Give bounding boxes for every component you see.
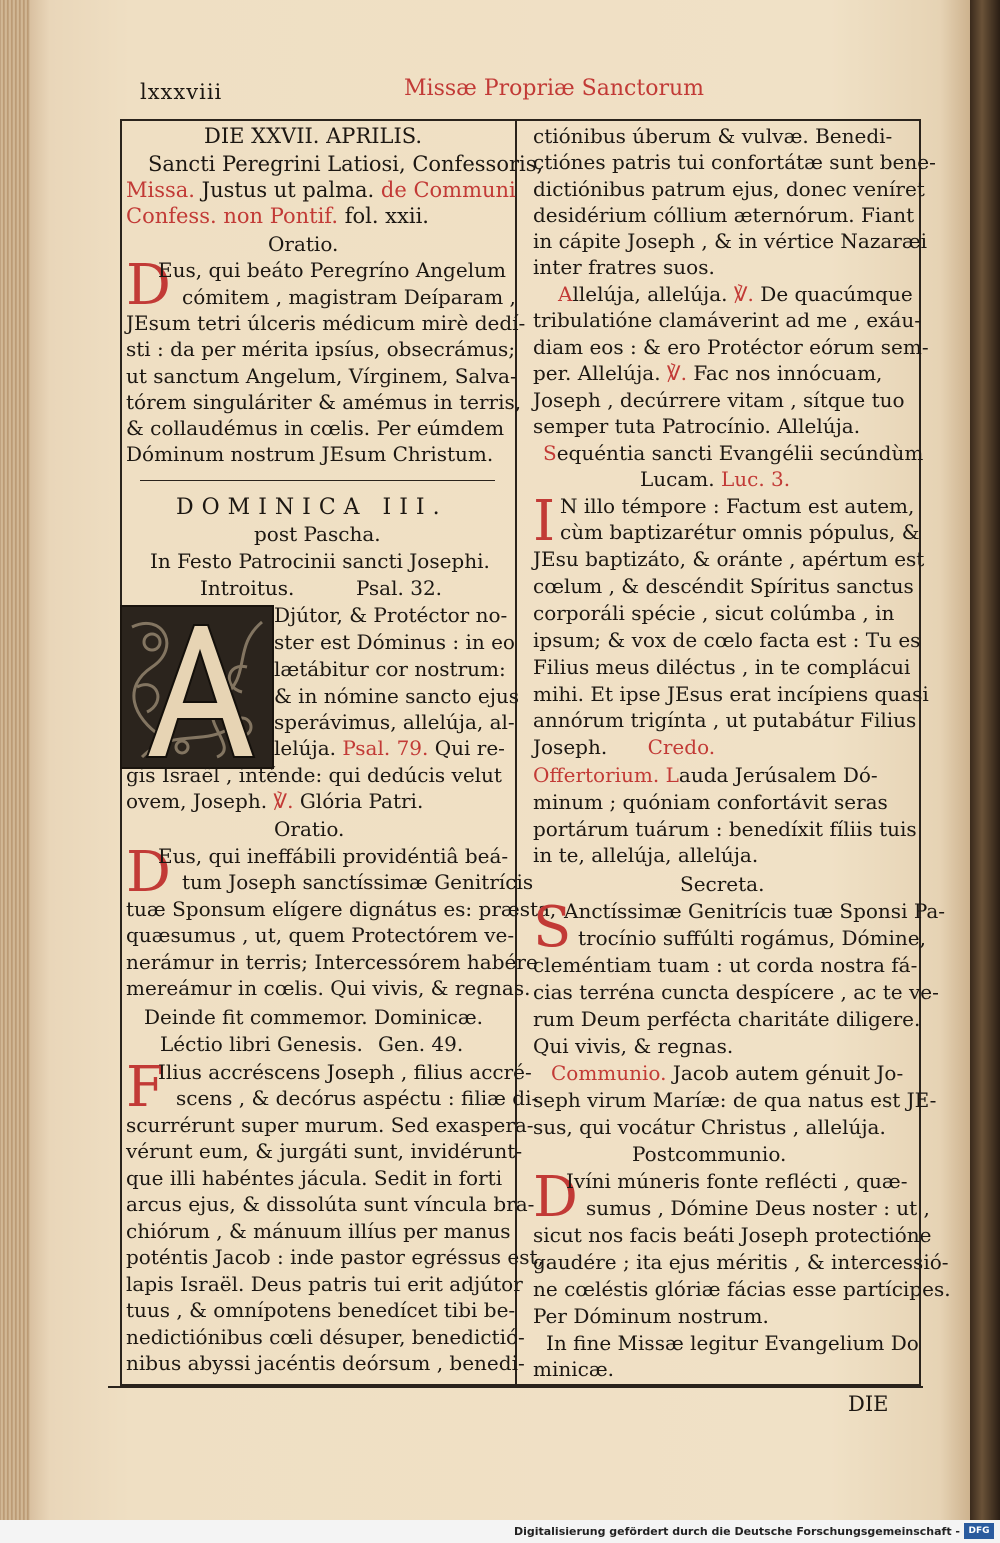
lectio-cont-line: ctiónes patris tui confortátæ sunt bene- [533, 150, 936, 174]
offertorium-initial: L [665, 763, 679, 787]
oratio2-line: tuæ Sponsum elígere dignátus es: præsta, [126, 897, 557, 921]
final-rubric-line: minicæ. [533, 1357, 614, 1381]
introitus-line: ster est Dóminus : in eo [274, 630, 515, 654]
lectio-line: poténtis Jacob : inde pastor egréssus est, [126, 1245, 544, 1269]
alleluia-line: semper tuta Patrocínio. Allelúja. [533, 414, 861, 438]
introitus-label: Introitus. [200, 576, 295, 600]
missa-label: Missa. [126, 178, 195, 202]
section-divider [140, 480, 495, 481]
ovem-text: ovem, Joseph. [126, 789, 268, 813]
lectio-line: tuus , & omnípotens benedícet tibi be- [126, 1298, 516, 1322]
oratio-heading-2: Oratio. [274, 817, 345, 841]
gloria-text: Glória Patri. [293, 789, 424, 813]
sunday-heading: DOMINICA III. [176, 495, 448, 520]
feast-patrocinii: In Festo Patrocinii sancti Josephi. [150, 549, 490, 573]
oratio1-line: Dóminum nostrum JEsum Christum. [126, 442, 494, 466]
lectio-line: nibus abyssi jacéntis deórsum , benedi- [126, 1351, 525, 1375]
lectio-cont-line: desidérium cóllium æternórum. Fiant [533, 203, 915, 227]
alleluia-line: diam eos : & ero Protéctor eórum sem- [533, 335, 929, 359]
gospel-line: mihi. Et ipse JEsus erat incípiens quasi [533, 682, 929, 706]
quacumque-text: De quacúmque [760, 282, 913, 306]
psalm-ref: Psal. 79. [342, 736, 429, 760]
feast-line-2 [126, 178, 516, 203]
lectio-line: scurrérunt super murum. Sed exaspera- [126, 1113, 534, 1137]
feast-line-3 [126, 204, 429, 229]
versicle-symbol: ℣. [273, 789, 294, 813]
lectio-line: arcus ejus, & dissolúta sunt víncula bra- [126, 1192, 535, 1216]
page-stack-edge [0, 0, 30, 1543]
running-title: Missæ Propriæ Sanctorum [404, 76, 704, 101]
lectio-cont-line: inter fratres suos. [533, 255, 715, 279]
secreta-line: cleméntiam tuam : ut corda nostra fá- [533, 953, 918, 977]
alleluia-initial: A [558, 282, 573, 306]
secreta-line: Qui vivis, & regnas. [533, 1034, 734, 1058]
lectio-line: chiórum , & mánuum illíus per manus [126, 1219, 511, 1243]
oratio2-line: Eus, qui ineffábili providéntiâ beá- [158, 844, 509, 868]
introitus-line: lætábitur cor nostrum: [274, 657, 506, 681]
ornamental-initial-svg [122, 607, 272, 767]
lectio-line: lapis Israël. Deus patris tui erit adjútor [126, 1272, 523, 1296]
communio-label: Communio. [551, 1061, 667, 1085]
alleluia-line: tribulatióne clamáverint ad me , exáu- [533, 308, 921, 332]
dropcap-d-1: D [126, 253, 171, 318]
postcommunio-line: Ivíni múneris fonte reflécti , quæ- [566, 1169, 908, 1193]
postcommunio-line: Per Dóminum nostrum. [533, 1304, 769, 1328]
oratio1-line: cómitem , magistram Deíparam , [182, 285, 516, 309]
postcommunio-line: sumus , Dómine Deus noster : ut , [586, 1196, 930, 1220]
binding-edge [970, 0, 1000, 1520]
oratio2-line: nerámur in terris; Intercessórem habére [126, 950, 538, 974]
gospel-line: annórum trigínta , ut putabátur Filius [533, 708, 917, 732]
final-rubric-line: In fine Missæ legitur Evangelium Do [546, 1331, 919, 1355]
joseph-text: Joseph. [533, 735, 608, 759]
oratio1-line: Eus, qui beáto Peregríno Angelum [158, 258, 506, 282]
dfg-logo: DFG [964, 1523, 994, 1539]
postcommunio-line: sicut nos facis beáti Joseph protectióne [533, 1223, 932, 1247]
sequentia-line-2 [640, 467, 790, 492]
dropcap-d-3: D [533, 1165, 578, 1230]
communio-line-1 [551, 1061, 903, 1086]
catchword: DIE [848, 1392, 889, 1416]
versicle-symbol: ℣. [733, 282, 754, 306]
introitus-line: gis Israël , inténde: qui dedúcis velut [126, 763, 502, 787]
gospel-line: cœlum , & descéndit Spíritus sanctus [533, 574, 914, 598]
ornamental-initial-a [120, 605, 274, 769]
oratio1-line: & collaudémus in cœlis. Per eúmdem [126, 416, 505, 440]
sequentia-line-1 [543, 441, 923, 466]
gospel-line-10 [533, 735, 715, 760]
communi-label: de Communi [374, 178, 516, 202]
dropcap-f: F [126, 1055, 165, 1120]
postcommunio-heading: Postcommunio. [632, 1142, 787, 1166]
luke-ref: Luc. 3. [720, 467, 791, 491]
lectio-ref: Gen. 49. [378, 1032, 464, 1056]
folio-ref: fol. xxii. [338, 204, 429, 228]
alleluia-line: Joseph , decúrrere vitam , sítque tuo [533, 388, 905, 412]
oratio2-line: quæsumus , ut, quem Protectórem ve- [126, 923, 515, 947]
introitus-line: & in nómine sancto ejus [274, 684, 520, 708]
oratio1-line: ut sanctum Angelum, Vírginem, Salva- [126, 364, 517, 388]
fac-nos-text: Fac nos innócuam, [693, 361, 883, 385]
lectio-line: nedictiónibus cœli désuper, benedictió- [126, 1325, 525, 1349]
gospel-line: Filius meus diléctus , in te complácui [533, 655, 911, 679]
oratio1-line: sti : da per mérita ipsíus, obsecrámus; [126, 337, 516, 361]
oratio2-line: tum Joseph sanctíssimæ Genitrícis [182, 870, 534, 894]
introitus-ref: Psal. 32. [356, 576, 443, 600]
footer-credit: Digitalisierung gefördert durch die Deutsche Forschungsgemeinschaft - [513, 1525, 960, 1538]
gospel-line: corporáli spécie , sicut colúmba , in [533, 601, 895, 625]
lectio-line: scens , & decórus aspéctu : filiæ di- [176, 1086, 539, 1110]
introitus-line-10 [126, 789, 423, 814]
offertorium-text: auda Jerúsalem Dó- [678, 763, 878, 787]
lectio-cont-line: in cápite Joseph , & in vértice Nazaræi [533, 229, 928, 253]
gospel-line: cùm baptizarétur omnis pópulus, & [560, 520, 920, 544]
oratio2-line: mereámur in cœlis. Qui vivis, & regnas. [126, 976, 531, 1000]
alleluia-line-1 [558, 282, 913, 307]
qui-text: Qui re- [434, 736, 505, 760]
secreta-heading: Secreta. [680, 872, 765, 896]
sequentia-text: equéntia sancti Evangélii secúndùm [556, 441, 924, 465]
lectio-heading: Léctio libri Genesis. [160, 1032, 363, 1056]
sunday-sub: post Pascha. [254, 522, 381, 546]
feast-line-1: Sancti Peregrini Latiosi, Confessoris, [148, 152, 544, 176]
gospel-line: N illo témpore : Factum est autem, [560, 494, 915, 518]
sequentia-initial: S [543, 441, 557, 465]
alleluia-text: llelúja, allelúja. [572, 282, 728, 306]
lectio-line: Ilius accréscens Joseph , filius accré- [158, 1060, 532, 1084]
lectio-line: que illi habéntes jácula. Sedit in forti [126, 1166, 503, 1190]
oratio-heading-1: Oratio. [268, 232, 339, 256]
secreta-line: cias terréna cuncta despícere , ac te ve- [533, 980, 939, 1004]
lectio-cont-line: ctiónibus úberum & vulvæ. Benedi- [533, 124, 893, 148]
communio-text: Jacob autem génuit Jo- [672, 1061, 904, 1085]
communio-line: sus, qui vocátur Christus , allelúja. [533, 1115, 886, 1139]
secreta-line: Anctíssimæ Genitrícis tuæ Sponsi Pa- [564, 899, 946, 923]
credo-rubric: Credo. [647, 735, 716, 759]
oratio1-line: JEsum tetri úlceris médicum mirè dedí- [126, 311, 526, 335]
dropcap-d-2: D [126, 840, 171, 905]
communio-line: seph virum Maríæ: de qua natus est JE- [533, 1088, 937, 1112]
postcommunio-line: gaudére ; ita ejus méritis , & intercessió- [533, 1250, 949, 1274]
introit-incipit: Justus ut palma. [194, 178, 375, 202]
offertorium-line-1 [533, 763, 878, 788]
bottom-rule [108, 1386, 923, 1388]
dropcap-s: S [533, 895, 572, 960]
versicle-symbol: ℣. [666, 361, 687, 385]
alleluja-text: lelúja. [274, 736, 336, 760]
offertorium-line: portárum tuárum : benedíxit fíliis tuis [533, 817, 917, 841]
secreta-line: trocínio suffúlti rogámus, Dómine, [578, 926, 926, 950]
commemor-rubric: Deinde fit commemor. Dominicæ. [144, 1005, 484, 1029]
postcommunio-line: ne cœléstis glóriæ fácias esse partícipes. [533, 1277, 951, 1301]
dropcap-i: I [533, 489, 556, 554]
offertorium-label: Offertorium. [533, 763, 660, 787]
introitus-line-6 [274, 736, 505, 761]
day-heading: DIE XXVII. APRILIS. [204, 124, 423, 148]
gospel-line: ipsum; & vox de cœlo facta est : Tu es [533, 628, 921, 652]
per-alleluja-text: per. Allelúja. [533, 361, 661, 385]
lectio-cont-line: dictiónibus patrum ejus, donec veníret [533, 177, 925, 201]
gospel-line: JEsu baptizáto, & oránte , apértum est [533, 547, 925, 571]
page-number: lxxxviii [140, 80, 223, 104]
confess-label: Confess. non Pontif. [126, 204, 339, 228]
offertorium-line: minum ; quóniam confortávit seras [533, 790, 888, 814]
lucam-text: Lucam. [640, 467, 715, 491]
secreta-line: rum Deum perfécta charitáte diligere. [533, 1007, 921, 1031]
alleluia-line-5 [533, 361, 882, 386]
offertorium-line: in te, allelúja, allelúja. [533, 843, 759, 867]
oratio1-line: tórem singuláriter & amémus in terris, [126, 390, 522, 414]
introitus-line: sperávimus, allelúja, al- [274, 710, 515, 734]
lectio-line: vérunt eum, & jurgáti sunt, invidérunt- [126, 1139, 523, 1163]
introitus-line: Djútor, & Protéctor no- [274, 603, 508, 627]
